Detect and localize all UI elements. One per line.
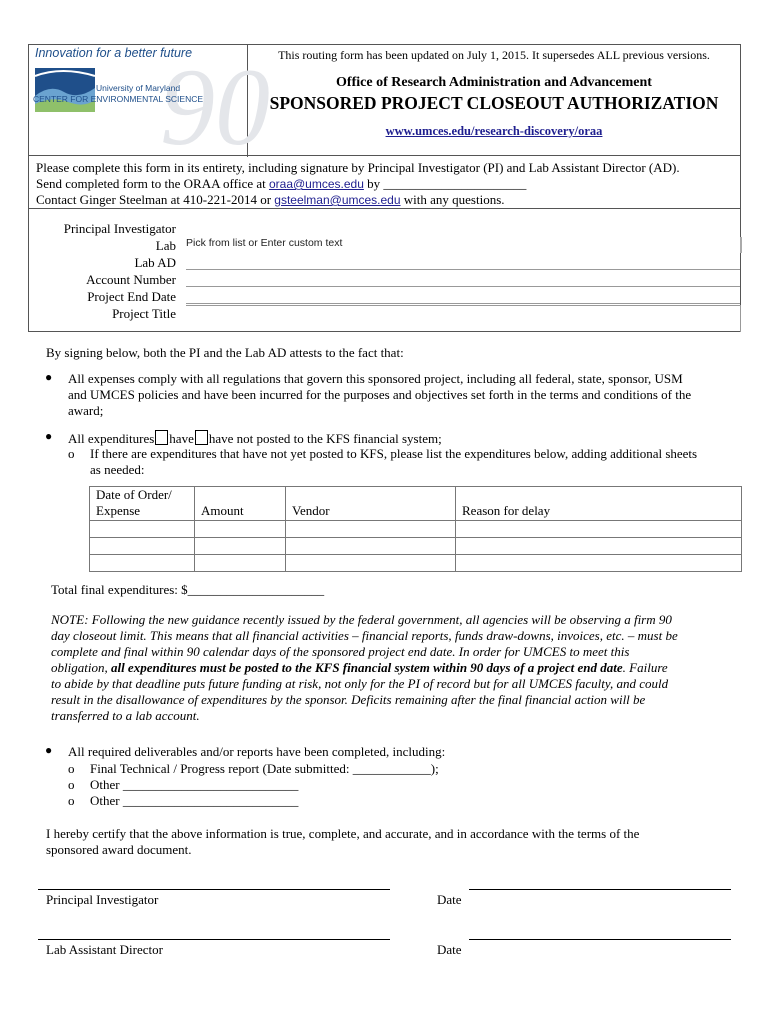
lab-label: Lab (155, 238, 176, 253)
table-cell[interactable] (456, 521, 742, 538)
oraa-link[interactable]: www.umces.edu/research-discovery/oraa (385, 124, 603, 138)
table-row (90, 555, 742, 572)
table-cell[interactable] (195, 555, 286, 572)
note-line-1: NOTE: Following the new guidance recently issued by the federal government, all agencies will be observing a firm 90 (51, 612, 672, 627)
header-reason-for-delay: Reason for delay (456, 487, 742, 521)
table-cell[interactable] (286, 538, 456, 555)
table-cell[interactable] (90, 538, 195, 555)
table-cell[interactable] (195, 521, 286, 538)
lab-ad-date-line[interactable] (469, 939, 731, 940)
office-name: Office of Research Administration and Advancement (336, 75, 652, 90)
other-line-2: Other ___________________________ (90, 793, 299, 808)
send-by-text: by ______________________ (367, 176, 527, 191)
pi-label: Principal Investigator (63, 221, 176, 236)
instruction-line-1: Please complete this form in its entirety, including signature by Principal Investigator (PI) and Lab Assistant Director (AD). (36, 160, 680, 175)
note-obligation: obligation, (51, 660, 108, 675)
sub-bullet-marker: o (68, 777, 75, 792)
other-line-1: Other ___________________________ (90, 777, 299, 792)
expenditure-table (89, 486, 742, 572)
sub-bullet-marker: o (68, 793, 75, 808)
questions-text: with any questions. (403, 192, 505, 207)
table-cell[interactable] (90, 521, 195, 538)
account-number-input[interactable] (186, 272, 740, 287)
logo-tagline: Innovation for a better future (35, 46, 193, 60)
sub-bullet-marker: o (68, 761, 75, 776)
note-line-3: complete and final within 90 calendar days of the sponsored project end date. In order for UMCES to meet this (51, 644, 630, 659)
total-final-expenditures: Total final expenditures: $_____________________ (51, 582, 325, 597)
pi-signature-line[interactable] (38, 889, 390, 890)
certify-line-2: sponsored award document. (46, 842, 192, 857)
expenditures-text: All expenditures (68, 431, 155, 446)
send-text: Send completed form to the ORAA office at (36, 176, 266, 191)
have-not-text: have not posted to the KFS financial system; (208, 431, 442, 446)
steelman-email-link[interactable]: gsteelman@umces.edu (274, 193, 401, 207)
note-line-6: result in the disallowance of expenditures by the sponsor. Deficits remaining after the final financial action will be (51, 692, 646, 707)
instruction-line-2 (36, 176, 526, 192)
bullet-1-line-2: and UMCES policies and have been incurred for the purposes and objectives set forth in the terms and conditions of the (68, 387, 692, 402)
project-end-date-label: Project End Date (87, 289, 176, 304)
bullet-2-sub-line-1: If there are expenditures that have not yet posted to KFS, please list the expenditures below, adding additional sheets (90, 446, 698, 461)
note-line-5: to abide by that deadline puts future funding at risk, not only for the PI of record but for all UMCES faculty, and could (51, 676, 669, 691)
note-line-4 (51, 660, 668, 676)
form-title: SPONSORED PROJECT CLOSEOUT AUTHORIZATION (269, 93, 719, 113)
bullet-1-marker: ● (45, 370, 53, 384)
have-checkbox[interactable] (155, 430, 168, 445)
bullet-1-line-1: All expenses comply with all regulations that govern this sponsored project, including all federal, state, sponsor, USM (68, 371, 683, 386)
logo-university: University of Maryland (96, 83, 181, 93)
final-report-line: Final Technical / Progress report (Date submitted: ____________); (90, 761, 439, 776)
header-amount: Amount (195, 487, 286, 521)
bullet-3-line: All required deliverables and/or reports have been completed, including: (68, 744, 446, 759)
pi-date-line[interactable] (469, 889, 731, 890)
sub-bullet-marker: o (68, 446, 75, 461)
bullet-2-marker: ● (45, 429, 53, 443)
table-cell[interactable] (456, 538, 742, 555)
contact-text: Contact Ginger Steelman at 410-221-2014 or (36, 192, 272, 207)
note-emphasis: all expenditures must be posted to the KFS financial system within 90 days of a project end date (110, 660, 623, 675)
pi-signature-label: Principal Investigator (46, 892, 159, 907)
lab-ad-date-label: Date (437, 942, 462, 957)
project-title-input[interactable] (186, 305, 741, 332)
header-vendor: Vendor (286, 487, 456, 521)
have-text: have (169, 431, 194, 446)
lab-ad-label: Lab AD (134, 255, 176, 270)
table-cell[interactable] (286, 555, 456, 572)
table-cell[interactable] (195, 538, 286, 555)
project-end-date-input[interactable] (186, 289, 740, 304)
bullet-2-sub-line-2: as needed: (90, 462, 145, 477)
table-cell[interactable] (90, 555, 195, 572)
lab-ad-signature-label: Lab Assistant Director (46, 942, 163, 957)
bullet-2-line (68, 430, 442, 447)
table-row (90, 521, 742, 538)
svg-text:90: 90 (160, 46, 270, 168)
table-cell[interactable] (286, 521, 456, 538)
lab-ad-signature-line[interactable] (38, 939, 390, 940)
header-date-of-order: Date of Order/ Expense (90, 487, 195, 521)
bullet-1-line-3: award; (68, 403, 104, 418)
lab-ad-input[interactable] (186, 255, 740, 270)
oraa-email-link[interactable]: oraa@umces.edu (268, 177, 364, 191)
bullet-3-marker: ● (45, 743, 53, 757)
attest-intro: By signing below, both the PI and the Lab AD attests to the fact that: (46, 345, 404, 360)
note-line-7: transferred to a lab account. (51, 708, 200, 723)
certify-line-1: I hereby certify that the above information is true, complete, and accurate, and in accordance with the terms of the (46, 826, 640, 841)
account-number-label: Account Number (86, 272, 176, 287)
logo-center: CENTER FOR ENVIRONMENTAL SCIENCE (33, 94, 204, 104)
pi-date-label: Date (437, 892, 462, 907)
lab-select-field[interactable]: Pick from list or Enter custom text (186, 237, 742, 253)
project-title-label: Project Title (112, 306, 176, 321)
table-row (90, 538, 742, 555)
revision-notice: This routing form has been updated on July 1, 2015. It supersedes ALL previous versions. (278, 48, 710, 62)
note-line-2: day closeout limit. This means that all financial activities – financial reports, funds draw-downs, invoices, etc. – must be (51, 628, 678, 643)
have-not-checkbox[interactable] (195, 430, 208, 445)
instruction-line-3 (36, 192, 505, 208)
table-cell[interactable] (456, 555, 742, 572)
note-failure: . Failure (622, 660, 668, 675)
